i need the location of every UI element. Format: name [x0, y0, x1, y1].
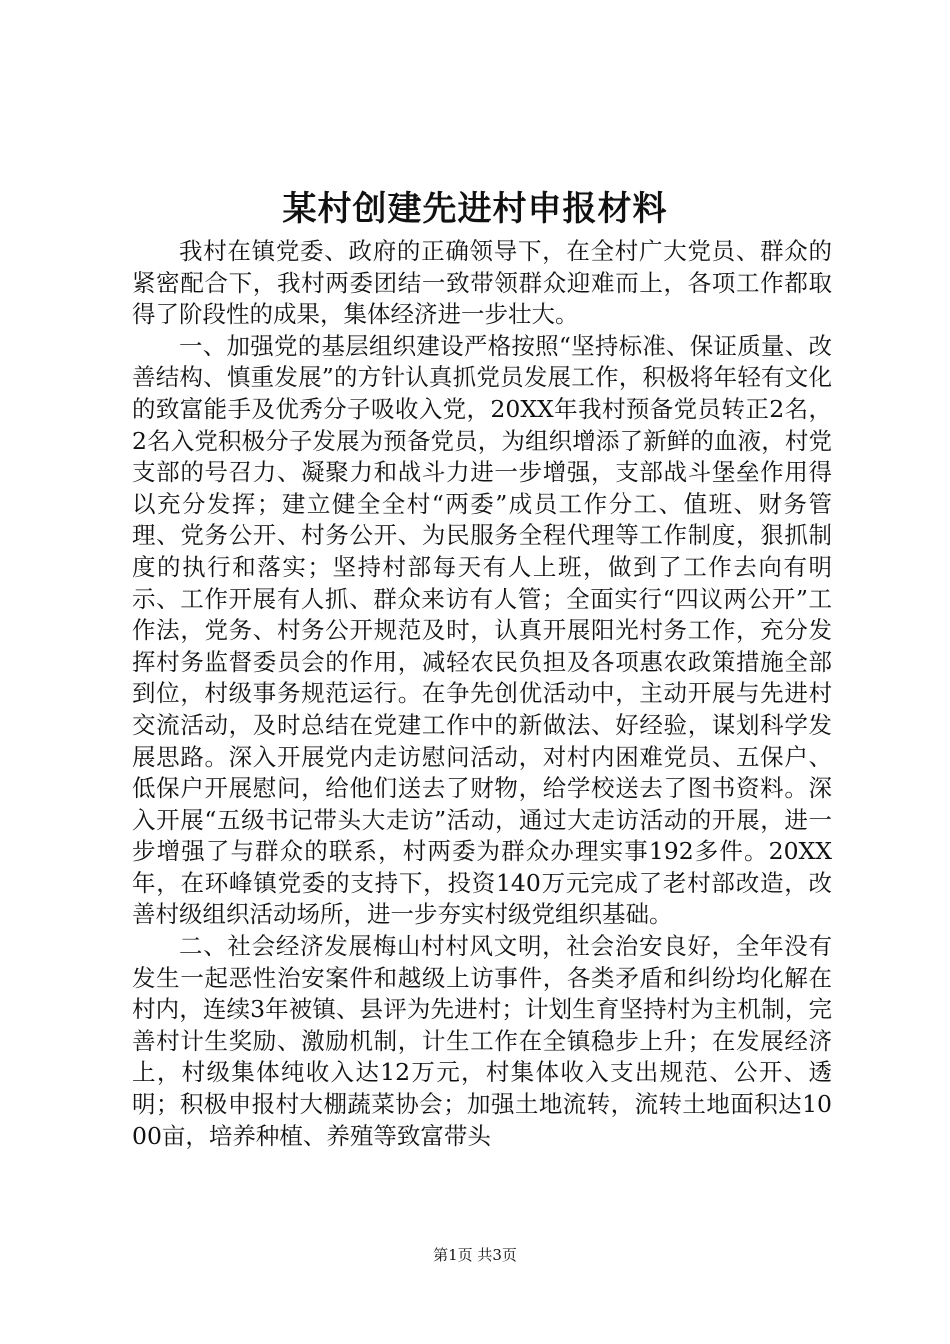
page-number-footer: 第1页 共3页 — [433, 1246, 517, 1264]
paragraph-party-building: 一、加强党的基层组织建设严格按照“坚持标准、保证质量、改善结构、慎重发展”的方针认真抓党员发展工作，积极将年轻有文化的致富能手及优秀分子吸收入党，20XX年我村预备党员转正2名，2名入党积极分子发展为预备党员，为组织增添了新鲜的血液，村党支部的号召力、凝聚力和战斗力进一步增强，支部战斗堡垒作用得以充分发挥；建立健全全村“两委”成员工作分工、值班、财务管理、党务公开、村务公开、为民服务全程代理等工作制度，狠抓制度的执行和落实；坚持村部每天有人上班，做到了工作去向有明示、工作开展有人抓、群众来访有人管；全面实行“四议两公开”工作法，党务、村务公开规范及时，认真开展阳光村务工作，充分发挥村务监督委员会的作用，减轻农民负担及各项惠农政策措施全部到位，村级事务规范运行。在争先创优活动中，主动开展与先进村交流活动，及时总结在党建工作中的新做法、好经验，谋划科学发展思路。深入开展党内走访慰问活动，对村内困难党员、五保户、低保户开展慰问，给他们送去了财物，给学校送去了图书资料。深入开展“五级书记带头大走访”活动，通过大走访活动的开展，进一步增强了与群众的联系，村两委为群众办理实事192多件。20XX年，在环峰镇党委的支持下，投资140万元完成了老村部改造，改善村级组织活动场所，进一步夯实村级党组织基础。 — [132, 331, 832, 929]
document-title: 某村创建先进村申报材料 — [282, 189, 668, 229]
document-body — [132, 236, 832, 1152]
paragraph-intro: 我村在镇党委、政府的正确领导下，在全村广大党员、群众的紧密配合下，我村两委团结一致带领群众迎难而上，各项工作都取得了阶段性的成果，集体经济进一步壮大。 — [132, 237, 832, 329]
paragraph-economy: 二、社会经济发展梅山村村风文明，社会治安良好，全年没有发生一起恶性治安案件和越级上访事件，各类矛盾和纠纷均化解在村内，连续3年被镇、县评为先进村；计划生育坚持村为主机制，完善村计生奖励、激励机制，计生工作在全镇稳步上升；在发展经济上，村级集体纯收入达12万元，村集体收入支出规范、公开、透明；积极申报村大棚蔬菜协会；加强土地流转，流转土地面积达1000亩，培养种植、养殖等致富带头 — [132, 932, 832, 1150]
